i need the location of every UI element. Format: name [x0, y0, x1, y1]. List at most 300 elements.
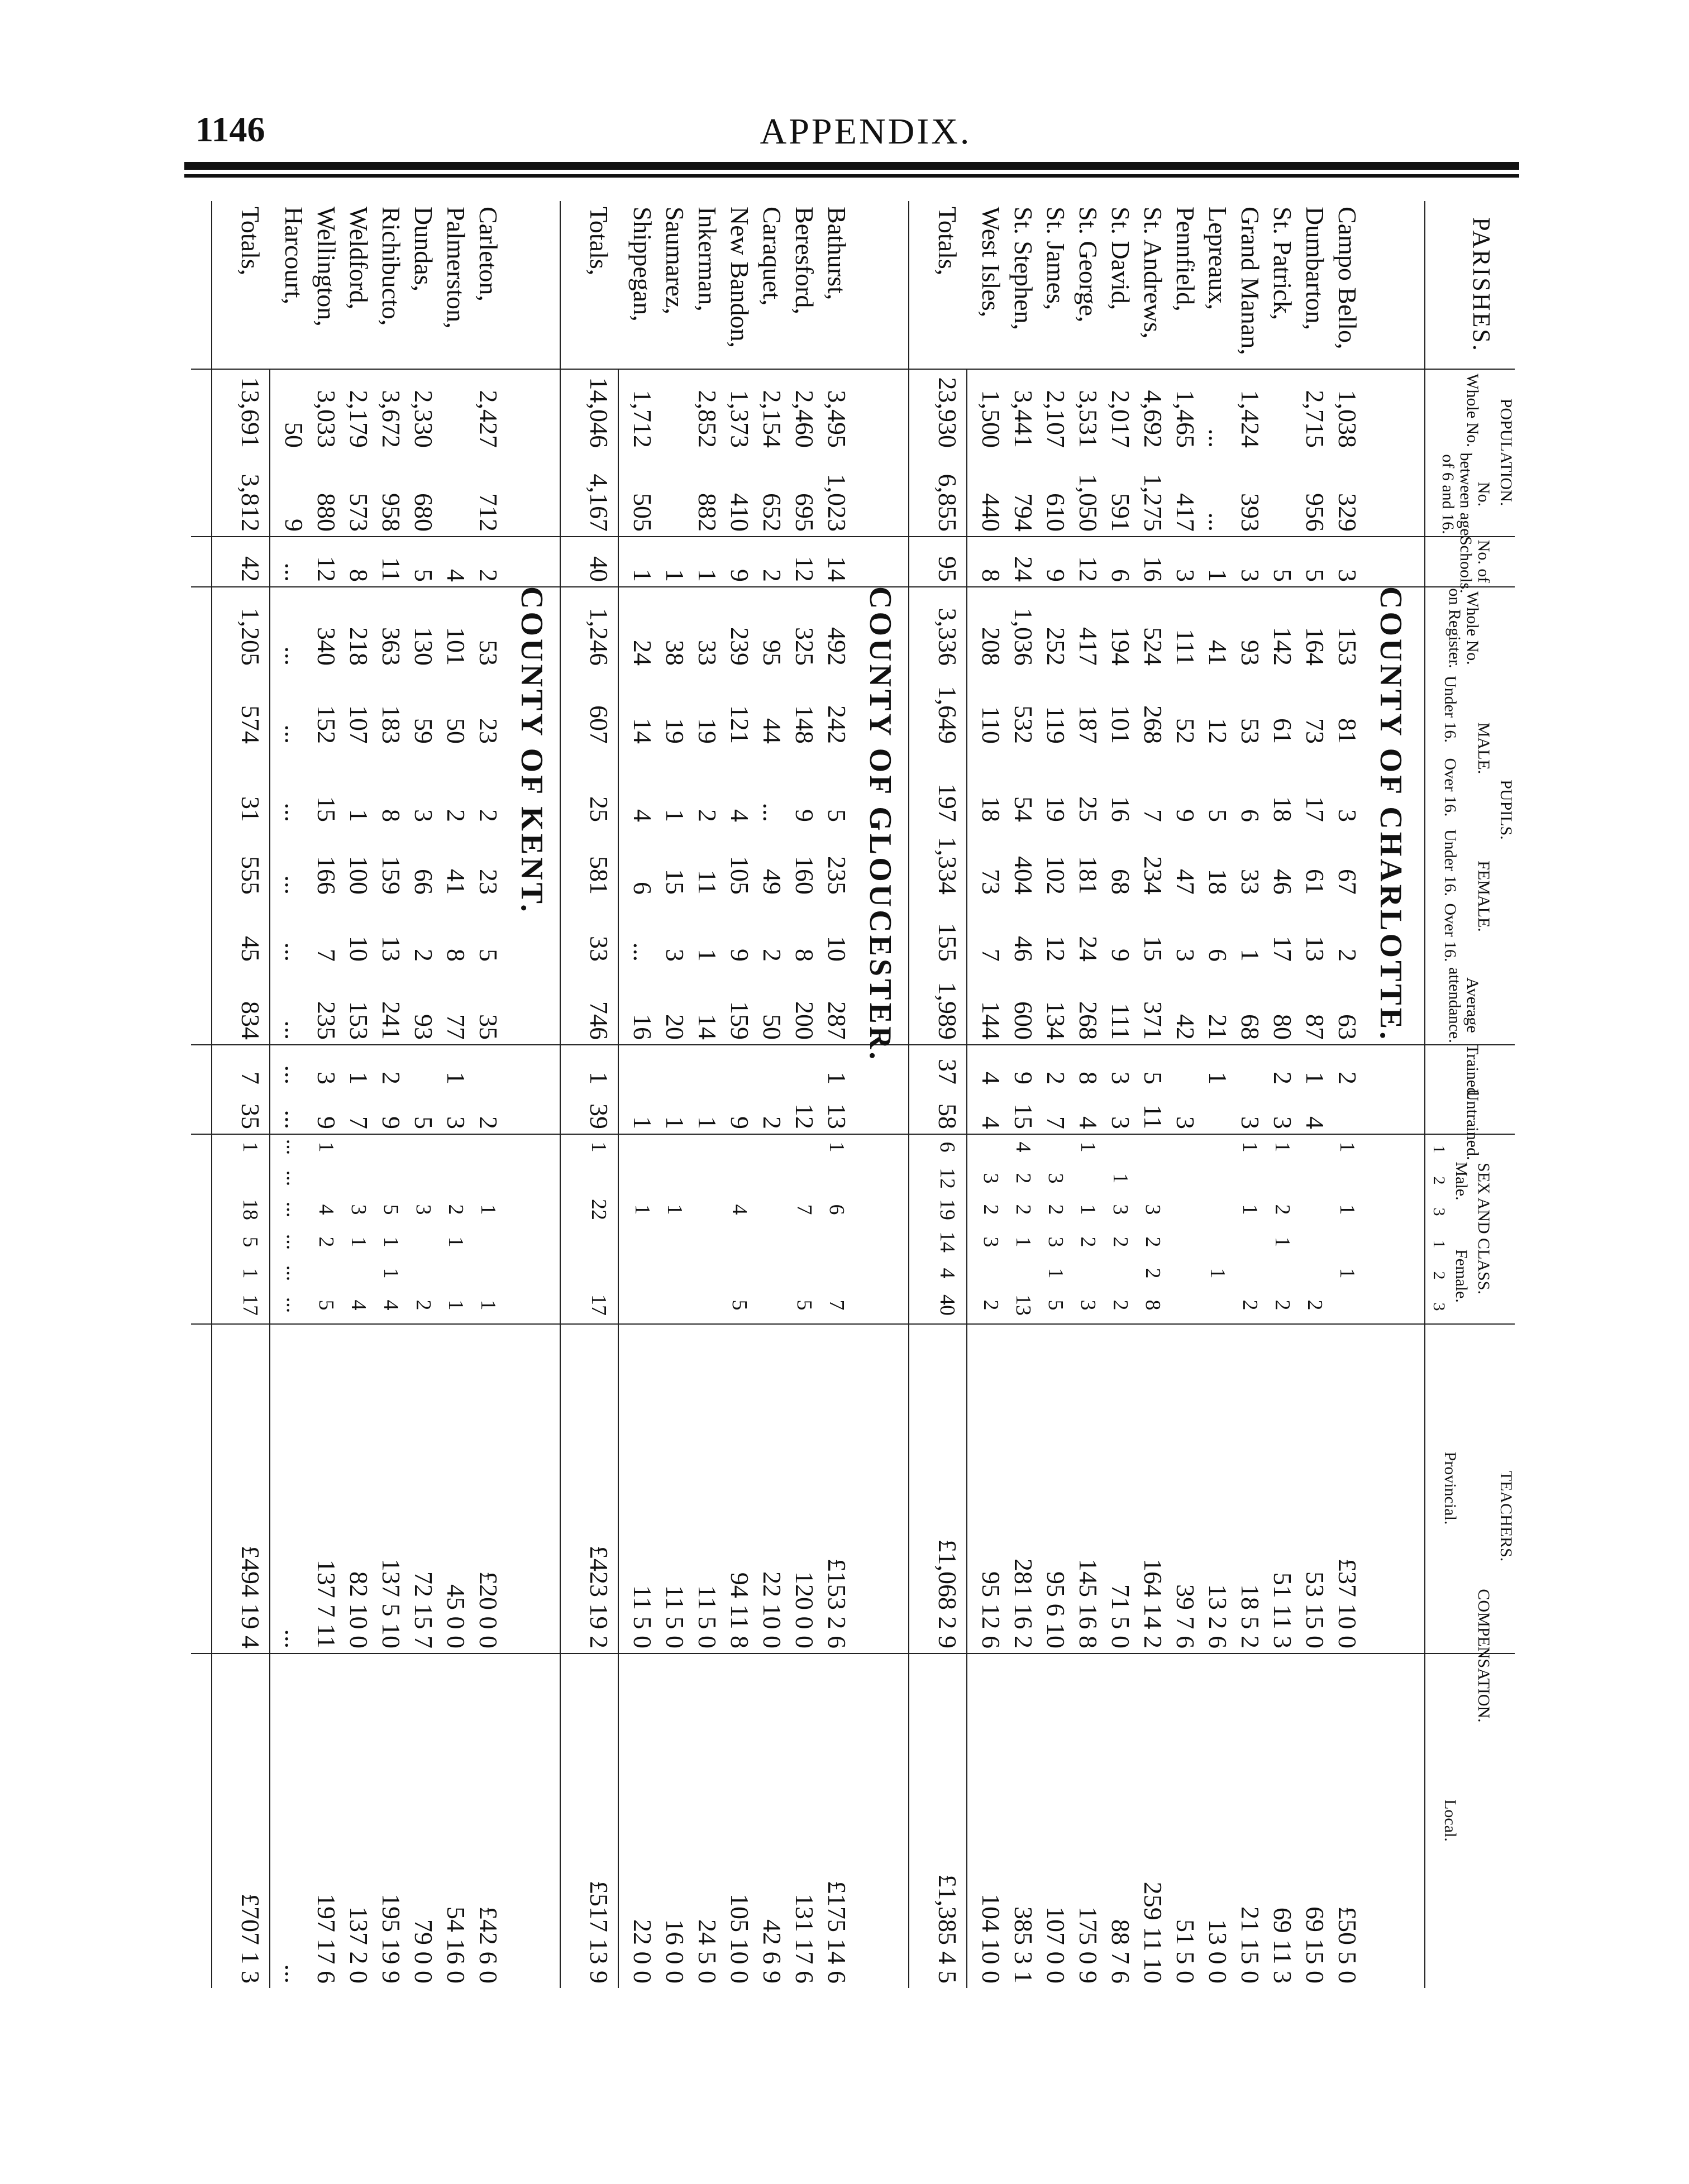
table-cell: 39 7 6 [1171, 1584, 1200, 1648]
table-cell: 2 [758, 569, 786, 582]
header-female-over16: Over 16. [1441, 903, 1459, 962]
table-cell: 2,330 [409, 390, 438, 448]
section-title: COUNTY OF GLOUCESTER. [863, 586, 898, 1063]
table-cell: 2 [474, 569, 503, 582]
table-cell: 2,107 [1042, 390, 1070, 448]
table-cell: 3,033 [312, 390, 341, 448]
table-cell: 104 10 0 [977, 1894, 1005, 1984]
table-cell: 16 [628, 1014, 657, 1040]
table-cell: 16 0 0 [661, 1919, 689, 1984]
table-cell: 6 [628, 882, 657, 895]
table-cell: 79 0 0 [409, 1919, 438, 1984]
totals-cell: £494 19 4 [236, 1546, 265, 1648]
table-cell: 105 10 0 [726, 1894, 754, 1984]
table-cell: 11 [693, 869, 722, 895]
table-cell: 1,424 [1236, 390, 1265, 448]
table-cell: 794 [1009, 493, 1038, 532]
table-cell: 33 [1236, 869, 1265, 895]
table-cell: 24 5 0 [693, 1919, 722, 1984]
header-avg-attendance: Average attendance. [1445, 967, 1482, 1043]
parish-name: Campo Bello, [1333, 207, 1362, 350]
table-cell: 1 [628, 569, 657, 582]
totals-cell: 35 [236, 1103, 265, 1129]
table-cell: 4 [379, 1299, 403, 1311]
table-cell: 2 [1012, 1173, 1035, 1184]
table-cell: 8 [790, 949, 819, 962]
table-cell: 2,179 [345, 390, 373, 448]
table-cell: 69 15 0 [1301, 1906, 1329, 1984]
table-cell: 7 [977, 949, 1005, 962]
totals-cell: 33 [585, 936, 613, 962]
table-cell: 695 [790, 493, 819, 532]
table-cell: ... [280, 646, 308, 666]
table-cell: ... [282, 1201, 306, 1218]
table-cell: 15 [1139, 936, 1167, 962]
header-compensation: COMPENSATION. [1475, 1589, 1493, 1723]
parish-name: Harcourt, [280, 207, 308, 304]
totals-cell: 31 [236, 796, 265, 822]
table-cell: 2 [979, 1299, 1003, 1311]
table-cell: 166 [312, 856, 341, 895]
table-cell: 329 [1333, 493, 1362, 532]
table-cell: 1 [1335, 1141, 1359, 1153]
table-cell: 385 3 1 [1009, 1906, 1038, 1984]
table-cell: 2 [1333, 1072, 1362, 1084]
parish-name: Grand Manan, [1236, 207, 1265, 355]
table-cell: 101 [1106, 705, 1135, 744]
table-cell: 1 [1301, 1072, 1329, 1084]
table-cell: 8 [345, 569, 373, 582]
table-cell: 1 [825, 1141, 848, 1153]
totals-cell: 5 [238, 1236, 262, 1248]
table-cell: 82 10 0 [345, 1571, 373, 1648]
table-cell: 93 [1236, 640, 1265, 666]
table-cell: 59 [409, 718, 438, 744]
table-cell: 1 [693, 949, 722, 962]
table-cell: ... [282, 1297, 306, 1313]
header-female-under16: Under 16. [1441, 829, 1459, 896]
totals-cell: 1,246 [585, 608, 613, 666]
header-male: MALE. [1475, 722, 1493, 775]
table-cell: 1 [444, 1236, 467, 1248]
table-cell: 9 [280, 519, 308, 532]
table-cell: 8 [977, 569, 1005, 582]
section-title: COUNTY OF CHARLOTTE. [1373, 586, 1408, 1043]
table-cell: 18 5 2 [1236, 1584, 1265, 1648]
table-cell: 111 [1171, 629, 1200, 666]
table-cell: 241 [377, 1001, 405, 1040]
table-cell: 8 [377, 809, 405, 822]
table-cell: 235 [823, 856, 851, 895]
table-cell: 46 [1268, 869, 1297, 895]
table-cell: 95 6 10 [1042, 1571, 1070, 1648]
header-untrained: Untrained. [1463, 1089, 1482, 1160]
table-cell: 1 [345, 809, 373, 822]
table-cell: 2,017 [1106, 390, 1135, 448]
table-cell: 1 [1236, 949, 1265, 962]
table-cell: 417 [1074, 627, 1103, 666]
table-cell: 9 [726, 1116, 754, 1129]
parish-name: Saumarez, [661, 207, 689, 314]
table-cell: 3 [1141, 1204, 1165, 1215]
table-cell: 95 12 6 [977, 1571, 1005, 1648]
table-cell: 5 [728, 1299, 751, 1311]
parish-name: St. James, [1042, 207, 1070, 310]
table-cell: 67 [1333, 869, 1362, 895]
table-cell: 50 [280, 422, 308, 448]
totals-cell: 607 [585, 705, 613, 744]
table-cell: 44 [758, 718, 786, 744]
table-cell: 6 [1236, 809, 1265, 822]
table-cell: 268 [1074, 1001, 1103, 1040]
table-cell: 1 [628, 1116, 657, 1129]
table-cell: 38 [661, 640, 689, 666]
table-cell: 33 [693, 640, 722, 666]
table-cell: 61 [1268, 718, 1297, 744]
table-cell: 13 [377, 936, 405, 962]
table-cell: 17 [1301, 796, 1329, 822]
table-cell: 80 [1268, 1014, 1297, 1040]
section-title: COUNTY OF KENT. [514, 586, 549, 915]
table-cell: 175 0 9 [1074, 1906, 1103, 1984]
header-class-2: 2 [1430, 1176, 1448, 1185]
table-cell: 3 [1106, 1072, 1135, 1084]
table-cell: 234 [1139, 856, 1167, 895]
table-cell: 9 [1009, 1072, 1038, 1084]
table-cell: 53 [474, 640, 503, 666]
header-class-1: 1 [1430, 1240, 1448, 1249]
table-cell: 7 [1042, 1116, 1070, 1129]
table-cell: 680 [409, 493, 438, 532]
table-cell: ... [1204, 512, 1232, 532]
table-cell: 882 [693, 493, 722, 532]
table-cell: 23 [474, 869, 503, 895]
table-cell: 2 [1303, 1299, 1327, 1311]
table-cell: 3 [409, 809, 438, 822]
table-cell: 1 [1271, 1236, 1294, 1248]
table-cell: 1,038 [1333, 390, 1362, 448]
table-cell: 371 [1139, 1001, 1167, 1040]
table-cell: 16 [1139, 556, 1167, 582]
table-cell: 66 [409, 869, 438, 895]
table-cell: 152 [312, 705, 341, 744]
table-cell: 54 [1009, 796, 1038, 822]
table-cell: 153 [345, 1001, 373, 1040]
table-cell: 9 [726, 949, 754, 962]
table-cell: 15 [312, 796, 341, 822]
table-cell: 107 0 0 [1042, 1906, 1070, 1984]
totals-cell: £517 13 9 [585, 1881, 613, 1984]
table-cell: 47 [1171, 869, 1200, 895]
parish-name: Carleton, [474, 207, 503, 302]
table-cell: 21 [1204, 1014, 1232, 1040]
table-cell: 61 [1301, 869, 1329, 895]
table-cell: 51 11 3 [1268, 1572, 1297, 1648]
totals-cell: 1,205 [236, 608, 265, 666]
table-cell: 46 [1009, 936, 1038, 962]
header-population: POPULATION. [1497, 398, 1515, 506]
totals-cell: 1 [585, 1072, 613, 1084]
table-cell: 2 [314, 1236, 338, 1248]
header-female: FEMALE. [1475, 861, 1493, 932]
table-cell: 7 [793, 1204, 816, 1215]
table-cell: 3 [347, 1204, 370, 1215]
table-cell: 2 [979, 1204, 1003, 1215]
totals-cell: 13,691 [236, 377, 265, 448]
table-cell: 281 16 2 [1009, 1559, 1038, 1648]
parish-name: Wellington, [312, 207, 341, 327]
parish-name: St. Stephen, [1009, 207, 1038, 331]
table-cell: 73 [977, 869, 1005, 895]
parish-name: Lepreaux, [1204, 207, 1232, 310]
table-cell: 5 [474, 949, 503, 962]
table-cell: 5 [823, 809, 851, 822]
totals-cell: 40 [585, 556, 613, 582]
parish-name: New Bandon, [726, 207, 754, 348]
table-cell: 13 [1301, 936, 1329, 962]
header-trained: Trained. [1463, 1044, 1482, 1100]
table-cell: 880 [312, 493, 341, 532]
totals-cell: 1,649 [933, 686, 962, 744]
totals-cell: £707 1 3 [236, 1894, 265, 1984]
table-cell: 2 [758, 949, 786, 962]
totals-cell: 37 [933, 1059, 962, 1084]
table-cell: 1,500 [977, 390, 1005, 448]
table-cell: 2 [1076, 1236, 1100, 1248]
table-cell: 9 [312, 1116, 341, 1129]
totals-cell: £423 19 2 [585, 1546, 613, 1648]
totals-cell: 95 [933, 556, 962, 582]
table-cell: ... [280, 1629, 308, 1648]
totals-cell: 574 [236, 705, 265, 744]
table-cell: 2 [474, 809, 503, 822]
header-parishes: PARISHES. [1468, 217, 1495, 352]
table-cell: 505 [628, 493, 657, 532]
table-cell: 524 [1139, 627, 1167, 666]
totals-cell: Totals, [933, 207, 962, 276]
table-cell: 71 5 0 [1106, 1584, 1135, 1648]
table-cell: 573 [345, 493, 373, 532]
table-cell: 3 [1109, 1204, 1132, 1215]
table-cell: 8 [1141, 1299, 1165, 1311]
totals-cell: 14 [936, 1231, 959, 1253]
table-cell: 235 [312, 1001, 341, 1040]
table-cell: 5 [379, 1204, 403, 1215]
table-cell: 287 [823, 1001, 851, 1040]
parish-name: Dundas, [409, 207, 438, 292]
table-cell: 51 5 0 [1171, 1919, 1200, 1984]
table-cell: 9 [1106, 949, 1135, 962]
table-cell: 95 [758, 640, 786, 666]
table-cell: 1 [1204, 1072, 1232, 1084]
table-cell: 2,427 [474, 390, 503, 448]
table-cell: 1 [631, 1204, 654, 1215]
table-cell: 13 [1012, 1294, 1035, 1316]
totals-cell: 7 [236, 1072, 265, 1084]
parish-name: West Isles, [977, 207, 1005, 318]
table-cell: 153 [1333, 627, 1362, 666]
table-cell: 19 [661, 718, 689, 744]
table-cell: 12 [790, 1103, 819, 1129]
table-cell: 1 [693, 1116, 722, 1129]
totals-cell: £1,068 2 9 [933, 1539, 962, 1648]
table-cell: 181 [1074, 856, 1103, 895]
table-cell: 8 [1074, 1072, 1103, 1084]
totals-cell: 197 [933, 783, 962, 822]
table-cell: 20 [661, 1014, 689, 1040]
table-cell: 41 [1204, 640, 1232, 666]
header-rule [184, 162, 1519, 170]
header-male-over16: Over 16. [1441, 758, 1459, 817]
table-cell: 7 [1139, 809, 1167, 822]
table-cell: 5 [409, 1116, 438, 1129]
table-cell: 164 14 2 [1139, 1559, 1167, 1648]
table-cell: 16 [1106, 796, 1135, 822]
table-cell: ... [280, 1964, 308, 1984]
table-cell: 3 [661, 949, 689, 962]
table-cell: 94 11 8 [726, 1572, 754, 1648]
table-cell: 9 [790, 809, 819, 822]
table-cell: 12 [1042, 936, 1070, 962]
table-cell: 363 [377, 627, 405, 666]
table-cell: 1 [1012, 1236, 1035, 1248]
table-cell: 13 [823, 1103, 851, 1129]
table-cell: 2 [474, 1116, 503, 1129]
table-cell: 417 [1171, 493, 1200, 532]
statistics-table [191, 201, 1515, 2021]
header-class-3: 3 [1430, 1302, 1448, 1311]
table-cell: 1 [1204, 569, 1232, 582]
table-cell: 2 [1044, 1204, 1067, 1215]
table-cell: 3 [1236, 1116, 1265, 1129]
table-cell: 2 [693, 809, 722, 822]
table-cell: 24 [628, 640, 657, 666]
table-cell: 610 [1042, 493, 1070, 532]
header-whole-register: Whole No. on Register. [1445, 588, 1482, 668]
table-cell: 137 2 0 [345, 1906, 373, 1984]
table-cell: 4,692 [1139, 390, 1167, 448]
table-cell: 11 5 0 [628, 1585, 657, 1648]
table-cell: 21 15 0 [1236, 1906, 1265, 1984]
table-cell: 393 [1236, 493, 1265, 532]
table-cell: 208 [977, 627, 1005, 666]
header-sex-class: SEX AND CLASS. [1475, 1163, 1493, 1294]
page-number: 1146 [195, 109, 265, 149]
parish-name: St. David, [1106, 207, 1135, 310]
table-cell: 4 [1301, 1116, 1329, 1129]
table-cell: 164 [1301, 627, 1329, 666]
parish-name: Weldford, [345, 207, 373, 310]
table-cell: 4 [628, 809, 657, 822]
totals-cell: 22 [587, 1199, 610, 1220]
table-cell: 958 [377, 493, 405, 532]
table-cell: 183 [377, 705, 405, 744]
table-cell: ... [628, 942, 657, 962]
table-cell: 7 [312, 949, 341, 962]
table-cell: ... [280, 802, 308, 822]
table-cell: 73 [1301, 718, 1329, 744]
totals-cell: 155 [933, 923, 962, 962]
table-cell: ... [282, 1265, 306, 1282]
table-cell: ... [280, 562, 308, 582]
table-cell: 1 [1044, 1268, 1067, 1279]
table-cell: 9 [726, 569, 754, 582]
table-cell: 50 [758, 1014, 786, 1040]
table-cell: 11 [377, 557, 405, 582]
table-cell: 10 [823, 936, 851, 962]
table-cell: 119 [1042, 706, 1070, 744]
table-cell: 5 [1044, 1299, 1067, 1311]
table-cell: 5 [793, 1299, 816, 1311]
table-cell: 45 0 0 [442, 1584, 470, 1648]
table-cell: 87 [1301, 1014, 1329, 1040]
table-cell: 1,036 [1009, 608, 1038, 666]
table-cell: 5 [1301, 569, 1329, 582]
table-cell: 1,050 [1074, 474, 1103, 532]
parish-name: Caraquet, [758, 207, 786, 306]
table-cell: 148 [790, 705, 819, 744]
table-cell: 404 [1009, 856, 1038, 895]
parish-name: Beresford, [790, 207, 819, 314]
parish-name: St. Patrick, [1268, 207, 1297, 321]
table-cell: ... [280, 1020, 308, 1040]
totals-cell: 1 [238, 1141, 262, 1153]
table-cell: ... [758, 802, 786, 822]
table-cell: 2,154 [758, 390, 786, 448]
table-cell: 3 [1171, 949, 1200, 962]
table-cell: 492 [823, 627, 851, 666]
header-teacher-male: Male. [1452, 1162, 1471, 1201]
table-cell: £153 2 6 [823, 1559, 851, 1648]
table-cell: 35 [474, 1014, 503, 1040]
parish-name: St. Andrews, [1139, 207, 1167, 339]
table-cell: 2 [1268, 1072, 1297, 1084]
table-cell: 3 [1171, 1116, 1200, 1129]
totals-cell: 1,989 [933, 982, 962, 1040]
parish-name: Palmerston, [442, 207, 470, 329]
table-cell: 1 [347, 1236, 370, 1248]
table-cell: 131 17 6 [790, 1894, 819, 1984]
table-cell: 3 [1106, 1116, 1135, 1129]
table-cell: 101 [442, 627, 470, 666]
table-cell: 72 15 7 [409, 1571, 438, 1648]
table-cell: 1 [661, 569, 689, 582]
table-cell: 53 [1236, 718, 1265, 744]
table-cell: £20 0 0 [474, 1571, 503, 1648]
table-cell: 3 [979, 1173, 1003, 1184]
table-cell: 3 [312, 1072, 341, 1084]
totals-cell: 581 [585, 856, 613, 895]
table-cell: 105 [726, 856, 754, 895]
table-cell: 14 [628, 718, 657, 744]
table-cell: 5 [1268, 569, 1297, 582]
header-between-age: No. between age of 6 and 16. [1439, 452, 1493, 536]
table-cell: 19 [1042, 796, 1070, 822]
totals-cell: 6 [936, 1141, 959, 1153]
header-local: Local. [1441, 1799, 1459, 1842]
parish-name: Shippegan, [628, 207, 657, 322]
table-cell: 12 [1204, 718, 1232, 744]
table-cell: 11 5 0 [693, 1585, 722, 1648]
table-cell: 1 [823, 1072, 851, 1084]
table-cell: 5 [409, 569, 438, 582]
table-cell: 1,465 [1171, 390, 1200, 448]
table-cell: ... [280, 875, 308, 895]
totals-cell: 1,334 [933, 837, 962, 895]
table-cell: 3 [1044, 1173, 1067, 1184]
table-cell: 142 [1268, 627, 1297, 666]
table-cell: 22 0 0 [628, 1919, 657, 1984]
